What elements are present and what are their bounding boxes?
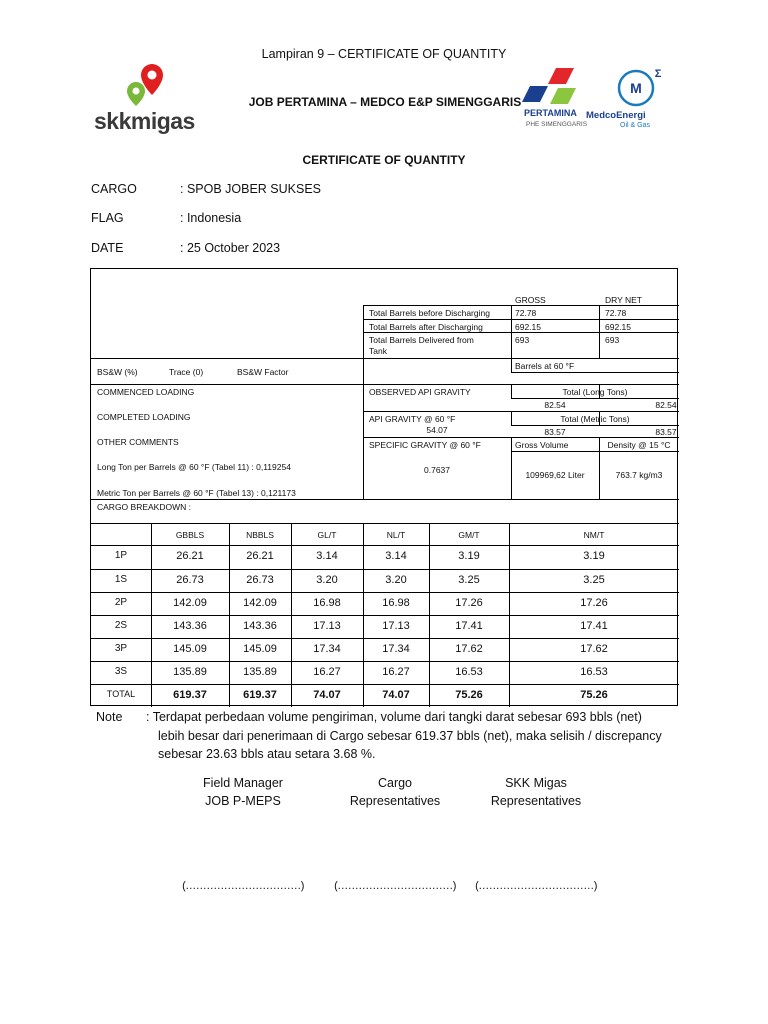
breakdown-cell: 16.53	[455, 666, 483, 678]
gross-volume-value: 109969,62 Liter	[525, 470, 585, 480]
tank-label: 1P	[114, 550, 128, 561]
medco-mark: M	[630, 80, 642, 96]
breakdown-cell: 16.27	[313, 666, 341, 678]
total-metric-tons-label: Total (Metric Tons)	[560, 414, 630, 424]
api-gravity-60: API GRAVITY @ 60 °F	[369, 414, 456, 424]
breakdown-cell: 16.98	[382, 597, 410, 609]
breakdown-cell: 142.09	[173, 597, 207, 609]
total-metric-tons-net-value: 83.57	[655, 427, 677, 437]
medco-logo-icon	[612, 64, 668, 110]
metric-ton-factor: Metric Ton per Barrels @ 60 °F (Tabel 13) : 0,121173	[97, 488, 296, 498]
breakdown-cell: 17.62	[580, 643, 608, 655]
breakdown-header-gm-t: GM/T	[458, 530, 480, 540]
specific-gravity-60-value: 0.7637	[424, 465, 450, 475]
note-line-1: : Terdapat perbedaan volume pengiriman, volume dari tangki darat sebesar 693 bbls (net)	[146, 710, 642, 724]
breakdown-cell: 3.20	[316, 574, 338, 586]
flag-value: : Indonesia	[180, 211, 242, 225]
before-discharging-net: 72.78	[605, 308, 627, 318]
delivered-label-2: Tank	[369, 346, 387, 356]
before-discharging-gross: 72.78	[515, 308, 537, 318]
pertamina-logo-icon	[522, 66, 582, 110]
breakdown-cell: 619.37	[243, 689, 277, 701]
pertamina-subtitle: PHE SIMENGGARIS	[526, 121, 588, 128]
breakdown-cell: 17.34	[382, 643, 410, 655]
breakdown-cell: 17.13	[382, 620, 410, 632]
bsw-factor: BS&W Factor	[237, 367, 289, 377]
breakdown-header-nbbls: NBBLS	[246, 530, 274, 540]
delivered-net: 693	[605, 335, 620, 345]
bsw-trace: Trace (0)	[169, 367, 204, 377]
breakdown-cell: 619.37	[173, 689, 207, 701]
barrels-at-60-label: Barrels at 60 °F	[515, 361, 575, 371]
other-comments: OTHER COMMENTS	[97, 437, 179, 447]
breakdown-header-gbbls: GBBLS	[175, 530, 205, 540]
signature-cargo-title: Cargo	[377, 776, 413, 790]
total-metric-tons-net	[599, 427, 679, 437]
breakdown-cell: 3.25	[458, 574, 480, 586]
breakdown-cell: 26.73	[176, 574, 204, 586]
breakdown-header-gl-t: GL/T	[317, 530, 337, 540]
breakdown-cell: 17.26	[580, 597, 608, 609]
breakdown-cell: 3.19	[458, 550, 480, 562]
appendix-title: Lampiran 9 – CERTIFICATE OF QUANTITY	[261, 47, 507, 61]
breakdown-cell: 143.36	[173, 620, 207, 632]
breakdown-cell: 135.89	[173, 666, 207, 678]
specific-gravity-60: SPECIFIC GRAVITY @ 60 °F	[369, 440, 481, 450]
tank-label: 2S	[114, 620, 128, 631]
breakdown-cell: 74.07	[313, 689, 341, 701]
signature-field-manager-org: JOB P-MEPS	[205, 794, 281, 808]
commenced-loading: COMMENCED LOADING	[97, 387, 195, 397]
note-line-2: lebih besar dari penerimaan di Cargo sebesar 619.37 bbls (net), maka selisih / discrepancy	[158, 729, 662, 743]
breakdown-cell: 3.14	[385, 550, 407, 562]
breakdown-cell: 26.21	[246, 550, 274, 562]
signature-cargo-org: Representatives	[349, 794, 441, 808]
total-long-tons-gross: 82.54	[544, 400, 566, 410]
before-discharging-label: Total Barrels before Discharging	[369, 308, 490, 318]
medco-sigma: Σ	[654, 68, 662, 80]
document-title: CERTIFICATE OF QUANTITY	[302, 153, 466, 167]
note-line-3: sebesar 23.63 bbls atau setara 3.68 %.	[158, 747, 376, 761]
tank-label: 2P	[114, 597, 128, 608]
signature-line-field-manager: (……………………………)	[182, 880, 304, 892]
tank-label: 3S	[114, 666, 128, 677]
breakdown-cell: 17.62	[455, 643, 483, 655]
skkmigas-wordmark: skkmigas	[94, 108, 195, 134]
breakdown-cell: 3.14	[316, 550, 338, 562]
after-discharging-net: 692.15	[605, 322, 631, 332]
breakdown-header-nl-t: NL/T	[386, 530, 406, 540]
total-long-tons-net-value: 82.54	[655, 400, 677, 410]
breakdown-cell: 142.09	[243, 597, 277, 609]
signature-line-cargo: (……………………………)	[334, 880, 456, 892]
breakdown-cell: 145.09	[243, 643, 277, 655]
breakdown-cell: 3.19	[583, 550, 605, 562]
cargo-label: CARGO	[91, 182, 137, 196]
signature-line-skk: (……………………………)	[475, 880, 597, 892]
cargo-value: : SPOB JOBER SUKSES	[180, 182, 322, 196]
long-ton-factor: Long Ton per Barrels @ 60 °F (Tabel 11) : 0,119254	[97, 462, 291, 472]
breakdown-cell: 3.20	[385, 574, 407, 586]
after-discharging-label: Total Barrels after Discharging	[369, 322, 483, 332]
breakdown-cell: 135.89	[243, 666, 277, 678]
breakdown-cell: 75.26	[580, 689, 608, 701]
flag-label: FLAG	[91, 211, 124, 225]
tank-label: 3P	[114, 643, 128, 654]
gross-header: GROSS	[515, 295, 546, 305]
breakdown-cell: 17.41	[580, 620, 608, 632]
after-discharging-gross: 692.15	[515, 322, 541, 332]
breakdown-cell: 26.21	[176, 550, 204, 562]
breakdown-cell: 16.27	[382, 666, 410, 678]
gross-volume-label: Gross Volume	[515, 440, 569, 450]
pertamina-wordmark: PERTAMINA	[524, 108, 577, 118]
total-long-tons-net	[599, 400, 679, 410]
breakdown-cell: 26.73	[246, 574, 274, 586]
completed-loading: COMPLETED LOADING	[97, 412, 191, 422]
signature-skk-org: Representatives	[490, 794, 582, 808]
medco-subtitle: Oil & Gas	[620, 122, 650, 129]
medco-wordmark: MedcoEnergi	[586, 110, 646, 121]
breakdown-cell: 17.26	[455, 597, 483, 609]
total-metric-tons-gross: 83.57	[544, 427, 566, 437]
total-long-tons-label: Total (Long Tons)	[562, 387, 628, 397]
certificate-table	[90, 268, 678, 706]
breakdown-header-nm-t: NM/T	[583, 530, 605, 540]
breakdown-cell: 16.98	[313, 597, 341, 609]
tank-label: TOTAL	[106, 689, 136, 699]
breakdown-cell: 17.13	[313, 620, 341, 632]
breakdown-cell: 74.07	[382, 689, 410, 701]
company-title: JOB PERTAMINA – MEDCO E&P SIMENGGARIS	[248, 95, 522, 109]
drynet-header: DRY NET	[605, 295, 643, 305]
api-gravity-60-value: 54.07	[426, 425, 448, 435]
date-label: DATE	[91, 241, 124, 255]
signature-skk-title: SKK Migas	[505, 776, 567, 790]
cargo-breakdown-title: CARGO BREAKDOWN :	[97, 502, 191, 512]
signature-field-manager-title: Field Manager	[203, 776, 283, 790]
date-value: : 25 October 2023	[180, 241, 281, 255]
observed-api-gravity: OBSERVED API GRAVITY	[369, 387, 471, 397]
breakdown-cell: 16.53	[580, 666, 608, 678]
breakdown-cell: 143.36	[243, 620, 277, 632]
breakdown-cell: 75.26	[455, 689, 483, 701]
breakdown-cell: 3.25	[583, 574, 605, 586]
density-value: 763.7 kg/m3	[615, 470, 663, 480]
delivered-label-1: Total Barrels Delivered from	[369, 335, 474, 345]
breakdown-cell: 17.41	[455, 620, 483, 632]
breakdown-cell: 145.09	[173, 643, 207, 655]
density-label: Density @ 15 °C	[607, 440, 671, 450]
note-label: Note	[96, 710, 123, 724]
tank-label: 1S	[114, 574, 128, 585]
breakdown-cell: 17.34	[313, 643, 341, 655]
delivered-gross: 693	[515, 335, 530, 345]
bsw-label: BS&W (%)	[97, 367, 138, 377]
